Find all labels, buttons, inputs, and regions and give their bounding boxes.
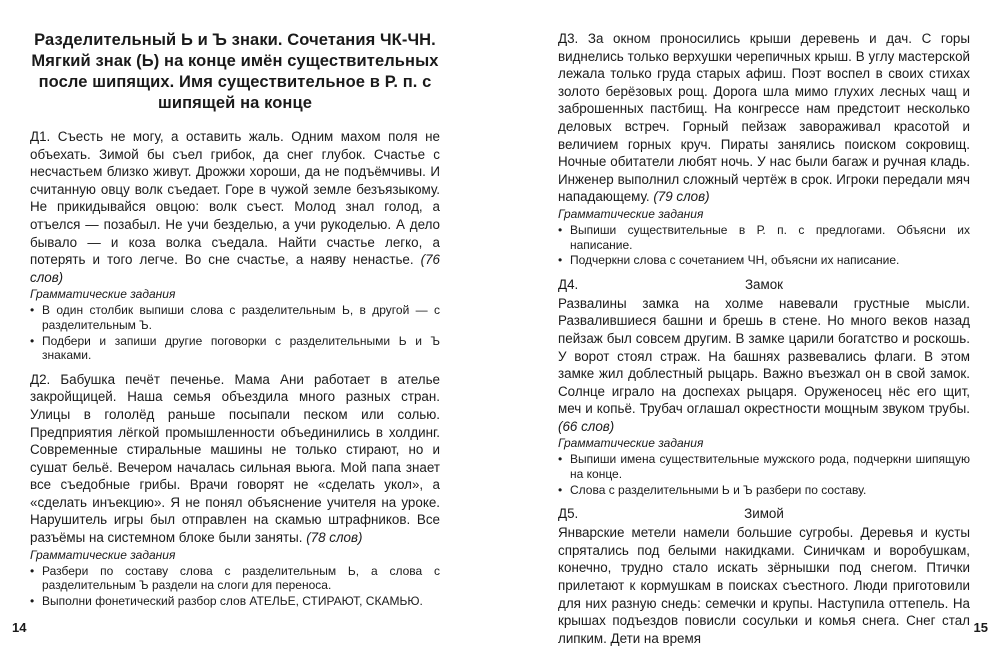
task-item: • Подчеркни слова с сочетанием ЧН, объясни их написание. bbox=[558, 253, 970, 268]
exercise-d2-body: Д2. Бабушка печёт печенье. Мама Ани работает в ателье закройщицей. Наша семья объездила много разных стран. Улицы в гололёд раньше посыпали песком или солью. Предприятия лёгкой промышленности объединились в холдинг. Современные стиральные машины не только стирают, но и сушат бельё. Вечером началась сильная вьюга. Мой папа знает все съедобные грибы. Врачи говорят не «сделать укол», а «сделать инъекцию». Я не понял объяснение учителя на уроке. Нарушитель игры был отправлен на скамью штрафников. Все разъёмы на системном блоке были заняты. bbox=[30, 371, 440, 546]
exercise-d4-text bbox=[558, 295, 970, 436]
exercise-d2-tasks-title: Грамматические задания bbox=[30, 547, 176, 562]
exercise-d2 bbox=[30, 371, 440, 609]
exercise-d4-word-count: (66 слов) bbox=[558, 418, 615, 434]
page-number-right: 15 bbox=[973, 620, 988, 635]
exercise-d5-text: Январские метели намели большие сугробы. Деревья и кусты спрятались под белыми накидками. Синичкам и воробушкам, конечно, трудно стало искать зёрнышки под снегом. Птички прилетают к кормушкам в поисках съестного. Люди приготовили для них разную снедь: семечки и крупы. Наступила оттепель. На крышах подъездов повисли сосульки и комья снега. Снег стал липким. Дети на время bbox=[558, 525, 970, 646]
exercise-d1-body: Д1. Съесть не могу, а оставить жаль. Одним махом поля не объехать. Зимой бы съел грибок, да снег глубок. Счастье с несчастьем близко живут. Дрожжи хороши, да не подъёмчивы. И считанную овцу волк съедает. Горе в чужой земле безъязыкому. Не прикидывайся овцою: волк съест. Молод знал голод, а отъелся — позабыл. Не учи безделью, а учи рукоделью. А дело бывало — и коза волка съедала. Найти счастье легко, а потерять и того легче. Во сне счастье, а наяву ненастье. bbox=[30, 129, 440, 268]
exercise-d3-body: Д3. За окном проносились крыши деревень и дач. С горы виднелись только верхушки черепичных крыш. В углу мастерской лежала только груда старых афиш. Поэт воспел в своих стихах золото берёзовых рощ. Дорога шла мимо глухих лесных чащ и заброшенных пастбищ. На конгрессе нам предстоит несколько деловых встреч. Горный пейзаж завораживал красотой и величием горных круч. Пираты занялись поиском сокровищ. Ночные обитатели любят ночь. У нас были багаж и ручная кладь. Инженер выполнил сложный чертёж в срок. Игроки передали мяч нападающему. bbox=[558, 31, 970, 205]
exercise-d3-text bbox=[558, 30, 970, 206]
exercise-d3-tasks-title: Грамматические задания bbox=[558, 206, 704, 221]
lesson-heading: Разделительный Ь и Ъ знаки. Сочетания ЧК-ЧН. Мягкий знак (Ь) на конце имён существительных после шипящих. Имя существительное в Р. п. с шипящей на конце bbox=[31, 31, 439, 112]
task-item: • Подбери и запиши другие поговорки с разделительными Ь и Ъ знаками. bbox=[30, 334, 440, 363]
exercise-d4-tasks bbox=[558, 452, 970, 497]
exercise-d4-header bbox=[558, 276, 970, 294]
right-column bbox=[558, 30, 970, 647]
exercise-d5-title: Зимой bbox=[744, 506, 784, 522]
page-number-left: 14 bbox=[12, 620, 27, 635]
exercise-d2-tasks bbox=[30, 564, 440, 609]
exercise-d5-header bbox=[558, 505, 970, 523]
exercise-d2-text bbox=[30, 371, 440, 547]
task-item: • Разбери по составу слова с разделительным Ь, а слова с разделительным Ъ раздели на слоги для переноса. bbox=[30, 564, 440, 593]
task-item: • Выпиши имена существительные мужского рода, подчеркни шипящую на конце. bbox=[558, 452, 970, 481]
exercise-d1-tasks-title: Грамматические задания bbox=[30, 287, 176, 302]
exercise-d4-title: Замок bbox=[744, 276, 784, 292]
exercise-d1-text bbox=[30, 128, 440, 286]
left-column bbox=[30, 30, 440, 616]
exercise-d3-tasks bbox=[558, 223, 970, 268]
exercise-d3 bbox=[558, 30, 970, 268]
exercise-d5-number: Д5. bbox=[558, 506, 579, 522]
exercise-d1-word-count: (76 слов) bbox=[30, 252, 440, 285]
exercise-d3-word-count: (79 слов) bbox=[653, 189, 710, 205]
exercise-d4-body: Развалины замка на холме навевали грустные мысли. Развалившиеся башни и брешь в стене. Но много веков назад пейзаж был совсем другим. В замке царили богатство и роскошь. У ворот стоял страж. На башнях развевались флаги. В этом замке жил доблестный рыцарь. Важно въезжал он в свой замок. Солнце играло на доспехах рыцаря. Оруженосец нёс его щит, меч и копьё. Трубач оглашал окрестности мощным звуком трубы. bbox=[558, 295, 970, 417]
exercise-d4-tasks-title: Грамматические задания bbox=[558, 436, 704, 451]
task-item: • Выпиши существительные в Р. п. с предлогами. Объясни их написание. bbox=[558, 223, 970, 252]
exercise-d1 bbox=[30, 128, 440, 363]
exercise-d2-word-count: (78 слов) bbox=[306, 530, 363, 546]
right-page bbox=[500, 0, 1000, 656]
exercise-d4-number: Д4. bbox=[558, 276, 579, 292]
task-item: • В один столбик выпиши слова с разделительным Ь, в другой — с разделительным Ъ. bbox=[30, 303, 440, 332]
exercise-d4 bbox=[558, 276, 970, 498]
exercise-d1-tasks bbox=[30, 303, 440, 362]
task-item: • Выполни фонетический разбор слов АТЕЛЬЕ, СТИРАЮТ, СКАМЬЮ. bbox=[30, 594, 440, 609]
exercise-d5 bbox=[558, 505, 970, 647]
task-item: • Слова с разделительными Ь и Ъ разбери по составу. bbox=[558, 483, 970, 498]
